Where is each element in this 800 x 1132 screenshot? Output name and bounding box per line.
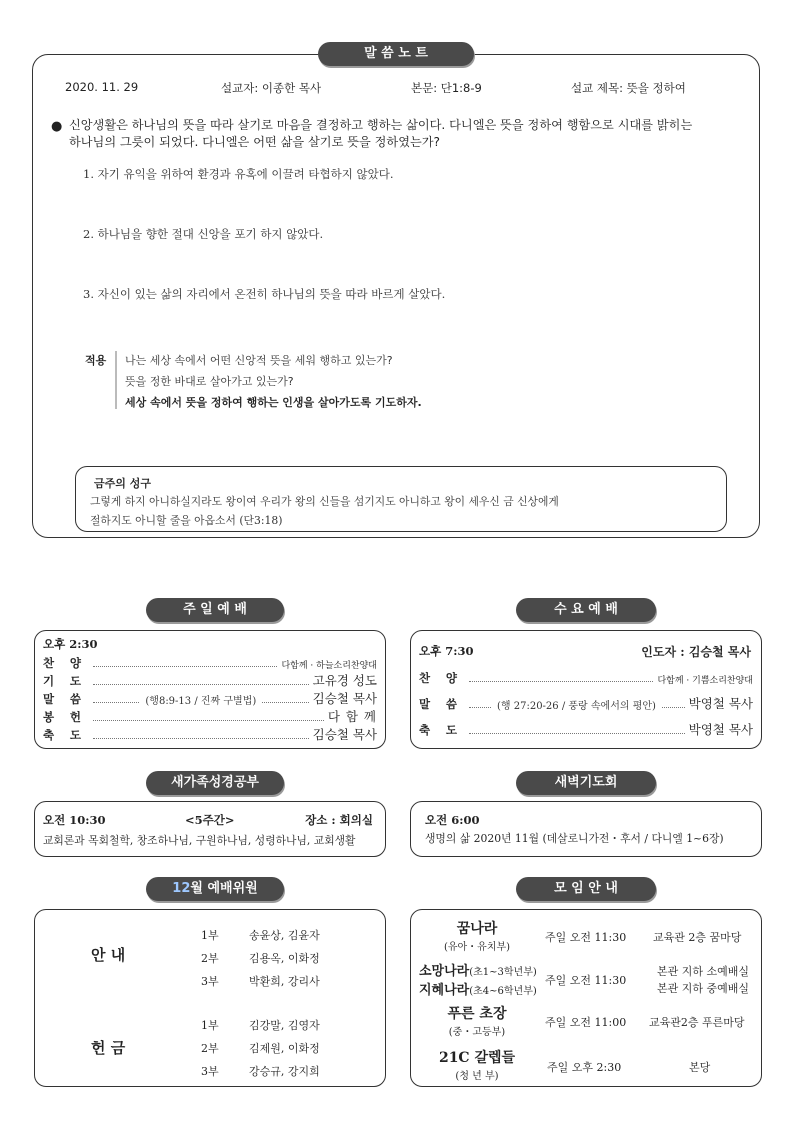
meeting-1-place: 교육관 2층 꿈마당 xyxy=(653,931,742,944)
committee-box xyxy=(34,909,386,1087)
sermon-title: 설교 제목: 뜻을 정하여 xyxy=(571,81,686,95)
weekly-verse-box xyxy=(75,466,727,532)
meeting-4-time: 주일 오후 2:30 xyxy=(547,1061,622,1074)
wednesday-row-3: 축 도 박영철 목사 xyxy=(419,722,753,737)
sunday-row-2: 기 도 고유경 성도 xyxy=(43,673,377,688)
new-family-study-box xyxy=(34,801,386,857)
meetings-box xyxy=(410,909,762,1087)
sunday-worship-header: 주 일 예 배 xyxy=(146,598,284,622)
committee-row: 3부 xyxy=(201,975,219,988)
wednesday-time: 오후 7:30 xyxy=(419,644,474,658)
committee-names: 김용옥, 이화정 xyxy=(249,952,320,965)
verse-line-2: 절하지도 아니할 줄을 아옵소서 (단3:18) xyxy=(90,514,283,527)
sermon-date: 2020. 11. 29 xyxy=(65,80,139,94)
family-topics: 교회론과 목회철학, 창조하나님, 구원하나님, 성령하나님, 교회생활 xyxy=(43,834,356,847)
sermon-preacher: 설교자: 이종한 목사 xyxy=(221,81,322,95)
family-place: 장소 : 회의실 xyxy=(305,813,373,827)
meeting-2-name: 소망나라(초1~3학년부) xyxy=(419,964,537,979)
sunday-time: 오후 2:30 xyxy=(43,637,98,651)
apply-tag: 적용 xyxy=(85,354,107,367)
point-1: 1. 자기 유익을 위하여 환경과 유혹에 이끌려 타협하지 않았다. xyxy=(83,167,394,181)
wednesday-worship-box xyxy=(410,630,762,749)
family-time: 오전 10:30 xyxy=(43,813,106,827)
meeting-2-place-2: 본관 지하 중예배실 xyxy=(657,982,750,995)
lead-line-2: 하나님의 그릇이 되었다. 다니엘은 어떤 삶을 살기로 뜻을 정하였는가? xyxy=(69,135,440,149)
committee-row: 1부 xyxy=(201,1019,219,1032)
wednesday-leader: 인도자 : 김승철 목사 xyxy=(641,645,751,659)
verse-line-1: 그렇게 하지 아니하실지라도 왕이여 우리가 왕의 신들을 섬기지도 아니하고 왕이 세우신 금 신상에게 xyxy=(90,495,559,508)
meeting-1-time: 주일 오전 11:30 xyxy=(545,931,627,944)
sunday-row-4: 봉 헌 다 함 께 xyxy=(43,709,377,724)
meeting-3-time: 주일 오전 11:00 xyxy=(545,1016,627,1029)
dawn-text: 생명의 삶 2020년 11월 (데살로니가전・후서 / 다니엘 1~6장) xyxy=(425,832,724,845)
point-2: 2. 하나님을 향한 절대 신앙을 포기 하지 않았다. xyxy=(83,227,324,241)
sunday-worship-box xyxy=(34,630,386,749)
committee-row: 2부 xyxy=(201,952,219,965)
dawn-prayer-box xyxy=(410,801,762,857)
sermon-note-box xyxy=(32,54,760,538)
meeting-4-name: 21C 갈렙들 (청 년 부) xyxy=(438,1050,516,1082)
committee-header: 12월 예배위원 xyxy=(146,877,284,901)
bullet-icon: ● xyxy=(51,119,63,134)
verse-title: 금주의 성구 xyxy=(94,477,151,490)
wednesday-row-1: 찬 양 다함께 · 기쁨소리찬양대 xyxy=(419,671,753,686)
meeting-3-place: 교육관2층 푸른마당 xyxy=(649,1016,745,1029)
committee-names: 송윤상, 김윤자 xyxy=(249,929,320,942)
committee-group-1: 안 내 xyxy=(91,946,126,964)
meetings-header: 모 임 안 내 xyxy=(516,877,656,901)
new-family-study-header: 새가족성경공부 xyxy=(146,771,284,795)
sermon-note-header: 말 씀 노 트 xyxy=(318,42,474,66)
dawn-time: 오전 6:00 xyxy=(425,813,480,827)
apply-line-2: 뜻을 정한 바대로 살아가고 있는가? xyxy=(125,375,294,388)
lead-line-1: 신앙생활은 하나님의 뜻을 따라 살기로 마음을 결정하고 행하는 삶이다. 다니엘은 뜻을 정하여 행함으로 시대를 밝히는 xyxy=(69,118,693,132)
meeting-2-time: 주일 오전 11:30 xyxy=(545,974,627,987)
committee-names: 박환희, 강리사 xyxy=(249,975,320,988)
meeting-4-place: 본당 xyxy=(689,1061,711,1074)
committee-names: 김제원, 이화정 xyxy=(249,1042,320,1055)
family-weeks: <5주간> xyxy=(185,813,235,827)
committee-row: 2부 xyxy=(201,1042,219,1055)
apply-divider xyxy=(115,351,117,409)
sermon-text: 본문: 단1:8-9 xyxy=(411,81,482,95)
meeting-2-name-2: 지혜나라(초4~6학년부) xyxy=(419,983,537,998)
sunday-row-5: 축 도 김승철 목사 xyxy=(43,727,377,742)
meeting-1-name: 꿈나라 (유아・유치부) xyxy=(443,921,511,953)
committee-names: 강승규, 강지희 xyxy=(249,1065,320,1078)
wednesday-worship-header: 수 요 예 배 xyxy=(516,598,656,622)
meeting-2-place: 본관 지하 소예배실 xyxy=(657,965,750,978)
meeting-3-name: 푸른 초장 (중・고등부) xyxy=(447,1006,507,1038)
committee-names: 김강말, 김영자 xyxy=(249,1019,320,1032)
wednesday-row-2: 말 씀 (행 27:20-26 / 풍랑 속에서의 평안) 박영철 목사 xyxy=(419,696,753,712)
sermon-lead xyxy=(51,117,749,151)
apply-line-1: 나는 세상 속에서 어떤 신앙적 뜻을 세워 행하고 있는가? xyxy=(125,354,393,367)
point-3: 3. 자신이 있는 삶의 자리에서 온전히 하나님의 뜻을 따라 바르게 살았다. xyxy=(83,287,446,301)
sunday-row-1: 찬 양 다함께 · 하늘소리찬양대 xyxy=(43,656,377,671)
committee-group-2: 헌 금 xyxy=(91,1039,126,1057)
committee-row: 3부 xyxy=(201,1065,219,1078)
dawn-prayer-header: 새벽기도회 xyxy=(516,771,656,795)
sunday-row-3: 말 씀 (행8:9-13 / 진짜 구별법) 김승철 목사 xyxy=(43,691,378,707)
apply-line-3: 세상 속에서 뜻을 정하여 행하는 인생을 살아가도록 기도하자. xyxy=(125,396,422,409)
committee-row: 1부 xyxy=(201,929,219,942)
